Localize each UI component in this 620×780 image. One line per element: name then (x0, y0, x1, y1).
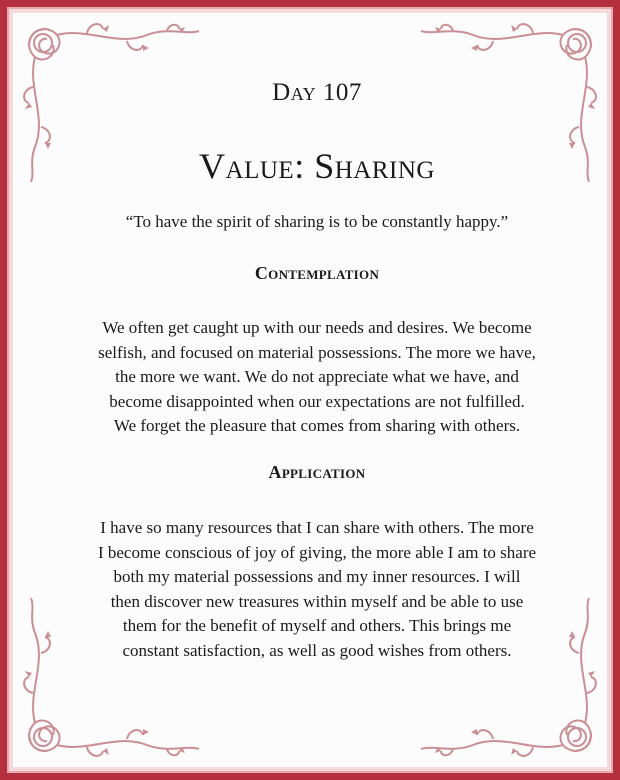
application-paragraph (47, 516, 587, 663)
contemplation-paragraph (47, 316, 587, 439)
quote: “To have the spirit of sharing is to be constantly happy.” (125, 212, 509, 231)
paragraph-line: We forget the pleasure that comes from sharing with others. (113, 416, 521, 435)
day-label: Day 107 (272, 79, 362, 106)
paragraph-line: both my material possessions and my inner resources. I will (113, 567, 521, 586)
section-heading-contemplation: Contemplation (254, 263, 380, 283)
page-title: Value: Sharing (199, 146, 435, 186)
paragraph-line: selfish, and focused on material possessions. The more we have, (98, 342, 536, 362)
paragraph-line: them for the benefit of myself and others. This brings me (122, 616, 512, 635)
paragraph-line: I become conscious of joy of giving, the more able I am to share (97, 542, 537, 562)
paragraph-line: We often get caught up with our needs and desires. We become (102, 318, 532, 337)
paragraph-line: then discover new treasures within myself and be able to use (110, 591, 524, 611)
paragraph-line: constant satisfaction, as well as good wishes from others. (122, 640, 512, 660)
paragraph-line: become disappointed when our expectations are not fulfilled. (109, 391, 525, 411)
paragraph-line: the more we want. We do not appreciate what we have, and (115, 367, 519, 386)
paragraph-line: I have so many resources that I can share with others. The more (100, 518, 534, 537)
section-heading-application: Application (268, 462, 366, 482)
